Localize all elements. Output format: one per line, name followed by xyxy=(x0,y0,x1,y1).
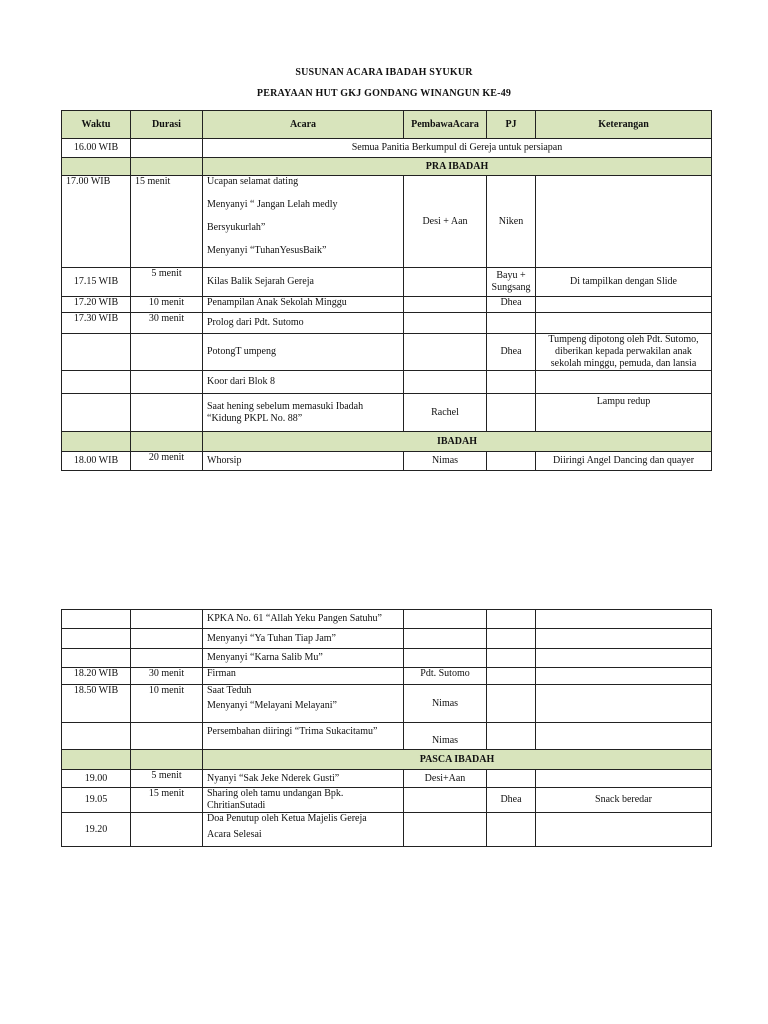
cell-acara: Kilas Balik Sejarah Gereja xyxy=(203,268,404,297)
cell-durasi: 5 menit xyxy=(131,770,203,788)
acara-line: Bersyukurlah” xyxy=(207,222,266,233)
table-row xyxy=(62,770,712,788)
cell-acara xyxy=(203,394,404,432)
section-pasca-ibadah: PASCA IBADAH xyxy=(203,750,712,770)
cell-keterangan: Diiringi Angel Dancing dan quayer xyxy=(536,452,712,471)
table-row xyxy=(62,297,712,313)
table-row xyxy=(62,394,712,432)
table-row xyxy=(62,452,712,471)
schedule-table-2 xyxy=(61,609,712,847)
cell-pembawa: Pdt. Sutomo xyxy=(404,668,487,685)
cell-acara: Sharing oleh tamu undangan Bpk. ChritianSutadi xyxy=(203,788,404,813)
section-row xyxy=(62,432,712,452)
table-row xyxy=(62,629,712,649)
document-title: SUSUNAN ACARA IBADAH SYUKUR xyxy=(295,67,473,78)
header-row xyxy=(62,111,712,139)
table-row xyxy=(62,649,712,668)
cell-acara: Nyanyi “Sak Jeke Nderek Gusti” xyxy=(203,770,404,788)
cell-durasi: 30 menit xyxy=(131,313,203,334)
cell-waktu: 17.20 WIB xyxy=(62,297,131,313)
cell-waktu: 17.30 WIB xyxy=(62,313,131,334)
cell-waktu: 17.00 WIB xyxy=(62,176,131,268)
acara-line: Saat Teduh xyxy=(207,685,252,696)
cell-waktu: 19.05 xyxy=(62,788,131,813)
table-row xyxy=(62,723,712,750)
cell-acara: Menyanyi “Karna Salib Mu” xyxy=(203,649,404,668)
table-row xyxy=(62,610,712,629)
acara-line: Saat hening sebelum memasuki Ibadah xyxy=(207,400,364,412)
cell-pembawa: Desi+Aan xyxy=(404,770,487,788)
cell-note: Semua Panitia Berkumpul di Gereja untuk persiapan xyxy=(203,139,712,158)
header-durasi: Durasi xyxy=(131,111,203,139)
section-pra-ibadah: PRA IBADAH xyxy=(203,158,712,176)
cell-pembawa: Nimas xyxy=(404,723,487,750)
cell-acara: Persembahan diiringi “Trima Sukacitamu” xyxy=(203,723,404,750)
cell-pj: Dhea xyxy=(487,788,536,813)
cell-pj: Bayu + Sungsang xyxy=(487,268,536,297)
section-ibadah: IBADAH xyxy=(203,432,712,452)
document-subtitle: PERAYAAN HUT GKJ GONDANG WINANGUN KE-49 xyxy=(256,88,512,99)
cell-pembawa: Nimas xyxy=(404,452,487,471)
cell-acara: Menyanyi “Ya Tuhan Tiap Jam” xyxy=(203,629,404,649)
cell-acara: Penampilan Anak Sekolah Minggu xyxy=(203,297,404,313)
cell-pj: Dhea xyxy=(487,334,536,371)
cell-durasi: 20 menit xyxy=(131,452,203,471)
cell-waktu: 19.00 xyxy=(62,770,131,788)
cell-pembawa: Nimas xyxy=(404,685,487,723)
acara-line: “Kidung PKPL No. 88” xyxy=(207,412,303,424)
cell-durasi: 10 menit xyxy=(131,685,203,723)
cell-acara xyxy=(203,813,404,847)
cell-acara xyxy=(203,685,404,723)
acara-line: Menyanyi “TuhanYesusBaik” xyxy=(207,245,327,256)
cell-durasi: 5 menit xyxy=(131,268,203,297)
acara-line: Acara Selesai xyxy=(207,829,262,840)
cell-durasi: 10 menit xyxy=(131,297,203,313)
cell-acara xyxy=(203,176,404,268)
section-row xyxy=(62,158,712,176)
table-row xyxy=(62,685,712,723)
table-row xyxy=(62,176,712,268)
header-keterangan: Keterangan xyxy=(536,111,712,139)
cell-waktu: 18.20 WIB xyxy=(62,668,131,685)
cell-acara: KPKA No. 61 “Allah Yeku Pangen Satuhu” xyxy=(203,610,404,629)
cell-waktu: 17.15 WIB xyxy=(62,268,131,297)
cell-keterangan: Di tampilkan dengan Slide xyxy=(536,268,712,297)
cell-durasi: 30 menit xyxy=(131,668,203,685)
header-acara: Acara xyxy=(203,111,404,139)
cell-waktu: 16.00 WIB xyxy=(62,139,131,158)
acara-line: Ucapan selamat dating xyxy=(207,176,299,187)
cell-waktu: 19.20 xyxy=(62,813,131,847)
cell-pj: Dhea xyxy=(487,297,536,313)
cell-acara: Firman xyxy=(203,668,404,685)
acara-line: Menyanyi “Melayani Melayani” xyxy=(207,700,337,711)
cell-waktu: 18.00 WIB xyxy=(62,452,131,471)
header-pembawa: PembawaAcara xyxy=(404,111,487,139)
table-row xyxy=(62,139,712,158)
header-waktu: Waktu xyxy=(62,111,131,139)
acara-line: Doa Penutup oleh Ketua Majelis Gereja xyxy=(207,813,367,824)
table-row xyxy=(62,371,712,394)
schedule-table-1 xyxy=(61,110,712,471)
cell-keterangan: Tumpeng dipotong oleh Pdt. Sutomo, diberikan kepada perwakilan anak sekolah minggu, pemuda, dan lansia xyxy=(536,334,712,371)
cell-pembawa: Desi + Aan xyxy=(404,176,487,268)
cell-waktu: 18.50 WIB xyxy=(62,685,131,723)
table-row xyxy=(62,268,712,297)
table-row xyxy=(62,813,712,847)
table-row xyxy=(62,313,712,334)
table-row xyxy=(62,334,712,371)
cell-durasi: 15 menit xyxy=(131,788,203,813)
cell-pj: Niken xyxy=(487,176,536,268)
cell-pembawa: Rachel xyxy=(404,394,487,432)
cell-durasi: 15 menit xyxy=(131,176,203,268)
table-row xyxy=(62,788,712,813)
cell-acara: Whorsip xyxy=(203,452,404,471)
cell-acara: Prolog dari Pdt. Sutomo xyxy=(203,313,404,334)
section-row xyxy=(62,750,712,770)
header-pj: PJ xyxy=(487,111,536,139)
cell-acara: Koor dari Blok 8 xyxy=(203,371,404,394)
acara-line: Menyanyi “ Jangan Lelah medly xyxy=(207,199,338,210)
cell-keterangan: Snack beredar xyxy=(536,788,712,813)
cell-keterangan: Lampu redup xyxy=(536,394,712,432)
table-row xyxy=(62,668,712,685)
cell-acara: PotongT umpeng xyxy=(203,334,404,371)
